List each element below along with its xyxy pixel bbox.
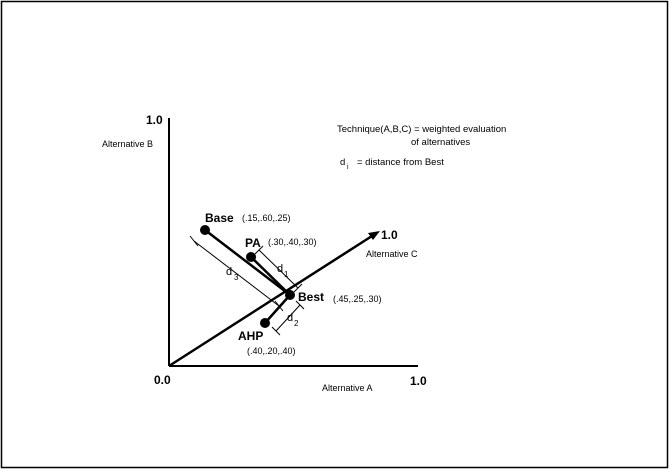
- pa-point-values: (.30,.40,.30): [268, 237, 317, 247]
- ahp-point-marker: [260, 318, 270, 328]
- best-point-values: (.45,.25,.30): [333, 294, 382, 304]
- d3-subscript: 3: [234, 273, 239, 282]
- legend-technique-line: Technique(A,B,C) = weighted evaluation: [337, 124, 507, 135]
- base-point-name: Base: [205, 211, 234, 225]
- d1-label: d: [277, 263, 284, 275]
- legend-technique-line2: of alternatives: [411, 137, 471, 148]
- best-point-name: Best: [298, 290, 325, 304]
- origin-label: 0.0: [154, 373, 171, 387]
- axis-a-name: Alternative A: [322, 383, 373, 393]
- axis-b-name: Alternative B: [102, 139, 154, 149]
- pa-point-name: PA: [245, 236, 261, 250]
- legend-distance-text: = distance from Best: [357, 157, 444, 168]
- axis-c-name: Alternative C: [366, 249, 418, 259]
- base-point-marker: [200, 225, 210, 235]
- figure-frame: [2, 2, 668, 468]
- d2-subscript: 2: [294, 319, 299, 328]
- d1-subscript: 1: [284, 270, 289, 279]
- ahp-point-values: (.40,.20,.40): [247, 346, 296, 356]
- legend-d-subscript: i: [347, 164, 349, 171]
- d3-label: d: [226, 266, 233, 278]
- base-point-values: (.15,.60,.25): [242, 213, 291, 223]
- axis-a-max-label: 1.0: [410, 374, 427, 388]
- axis-b-max-label: 1.0: [146, 113, 163, 127]
- ahp-point-name: AHP: [238, 329, 264, 343]
- axis-c-max-label: 1.0: [381, 228, 398, 242]
- best-point-marker: [285, 290, 295, 300]
- legend-d-symbol: d: [340, 157, 346, 168]
- pa-point-marker: [246, 252, 256, 262]
- d2-label: d: [287, 312, 294, 324]
